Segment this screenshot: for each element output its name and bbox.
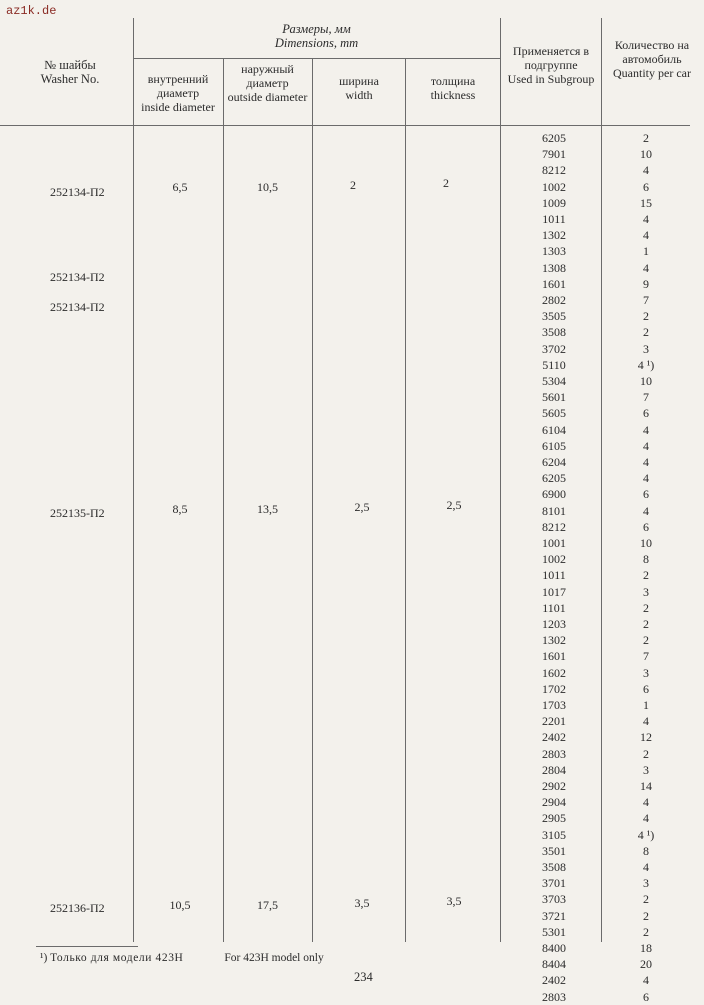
quantity-value: 15 bbox=[640, 195, 652, 210]
thickness: 3,5 bbox=[446, 894, 462, 908]
subgroup-code: 1002 bbox=[542, 179, 566, 194]
quantity-value: 4 bbox=[643, 860, 649, 874]
subgroup-code: 1203 bbox=[542, 617, 566, 631]
subgroup-code: 2905 bbox=[542, 811, 566, 826]
subgroup-code: 5110 bbox=[542, 357, 566, 372]
subgroup-code: 1601 bbox=[542, 649, 566, 664]
subgroup-code: 1001 bbox=[542, 536, 566, 550]
footnote-rule bbox=[36, 946, 138, 947]
width: 2,5 bbox=[354, 500, 370, 514]
quantity-value: 6 bbox=[643, 519, 649, 534]
subgroup-code: 2804 bbox=[542, 762, 566, 777]
subgroup-code: 8404 bbox=[542, 957, 566, 972]
washer-number: 252134-П2 bbox=[50, 185, 105, 199]
outside-diameter: 10,5 bbox=[257, 180, 278, 194]
subgroup-code: 3508 bbox=[542, 325, 566, 340]
subgroup-code: 1601 bbox=[542, 276, 566, 291]
quantity-value: 2 bbox=[643, 617, 649, 631]
quantity-value: 4 bbox=[643, 471, 649, 486]
subgroup-code: 1011 bbox=[542, 212, 566, 226]
subgroup-code: 5605 bbox=[542, 406, 566, 421]
quantity-value: 4 bbox=[643, 212, 649, 226]
footnote-ru: Только для модели 423Н bbox=[50, 952, 184, 964]
subgroup-code: 1702 bbox=[542, 681, 566, 696]
quantity-value: 7 bbox=[643, 649, 649, 664]
quantity-value: 4 bbox=[643, 455, 649, 469]
subgroup-code: 1002 bbox=[542, 552, 566, 567]
width: 2 bbox=[350, 178, 356, 192]
quantity-value: 7 bbox=[643, 293, 649, 307]
subgroup-code: 5304 bbox=[542, 374, 566, 388]
subgroup-code: 6105 bbox=[542, 438, 566, 453]
subgroup-code: 1308 bbox=[542, 260, 566, 275]
subgroup-code: 1011 bbox=[542, 568, 566, 583]
quantity-value: 2 bbox=[643, 309, 649, 324]
quantity-value: 4 ¹) bbox=[637, 357, 655, 372]
quantity-value: 2 bbox=[643, 600, 649, 615]
quantity-value: 4 bbox=[643, 503, 649, 518]
quantity-value: 9 bbox=[643, 276, 649, 291]
subgroup-code: 1009 bbox=[542, 195, 566, 210]
quantity-value: 4 bbox=[643, 438, 649, 453]
subgroup-code: 6104 bbox=[542, 422, 566, 437]
quantity-value: 2 bbox=[643, 325, 649, 340]
subgroup-code: 6204 bbox=[542, 455, 566, 469]
watermark: az1k.de bbox=[6, 4, 57, 18]
quantity-value: 4 bbox=[643, 260, 649, 275]
subgroup-code: 1303 bbox=[542, 244, 566, 259]
subgroup-code: 1302 bbox=[542, 228, 566, 243]
quantity-value: 8 bbox=[643, 843, 649, 858]
subgroup-code: 8212 bbox=[542, 163, 566, 178]
subgroup-code: 1302 bbox=[542, 633, 566, 648]
width: 3,5 bbox=[354, 896, 370, 910]
header-washer-no: № шайбы Washer No. bbox=[40, 58, 100, 86]
washer-number: 252134-П2 bbox=[50, 300, 105, 314]
page-number: 234 bbox=[354, 970, 373, 984]
outside-diameter: 17,5 bbox=[257, 898, 278, 912]
subgroup-code: 1602 bbox=[542, 665, 566, 680]
divider bbox=[133, 58, 500, 59]
inside-diameter: 10,5 bbox=[169, 898, 191, 912]
quantity-value: 2 bbox=[643, 924, 649, 939]
footnote-marker: ¹) bbox=[40, 952, 48, 964]
outside-diameter: 13,5 bbox=[257, 502, 278, 516]
divider bbox=[223, 58, 224, 942]
quantity-value: 4 bbox=[643, 228, 649, 243]
header-width: ширина width bbox=[339, 74, 379, 102]
quantity-value: 3 bbox=[643, 665, 649, 680]
subgroup-code: 8400 bbox=[542, 941, 566, 955]
subgroup-code: 3721 bbox=[542, 908, 566, 923]
subgroup-code: 2904 bbox=[542, 795, 566, 810]
subgroup-code: 3508 bbox=[542, 860, 566, 874]
inside-diameter: 6,5 bbox=[172, 180, 188, 194]
quantity-value: 2 bbox=[643, 568, 649, 583]
quantity-value: 4 bbox=[643, 163, 649, 178]
divider bbox=[500, 18, 501, 942]
quantity-value: 8 bbox=[643, 552, 649, 567]
quantity-value: 12 bbox=[640, 730, 652, 745]
divider bbox=[0, 125, 690, 126]
footnote bbox=[40, 952, 324, 964]
quantity-value: 20 bbox=[640, 957, 652, 972]
subgroup-code: 5301 bbox=[542, 924, 566, 939]
subgroup-code: 8101 bbox=[542, 503, 566, 518]
subgroup-code: 6205 bbox=[542, 471, 566, 486]
quantity-value: 4 bbox=[643, 795, 649, 810]
quantity-value: 4 ¹) bbox=[637, 827, 655, 842]
subgroup-code: 1101 bbox=[542, 600, 566, 615]
subgroup-code: 2402 bbox=[542, 730, 566, 745]
quantity-value: 6 bbox=[643, 681, 649, 696]
washer-number: 252136-П2 bbox=[50, 901, 105, 915]
quantity-value: 4 bbox=[643, 973, 649, 988]
quantity-value: 6 bbox=[643, 179, 649, 194]
quantity-value: 4 bbox=[643, 422, 649, 437]
quantity-value: 14 bbox=[640, 779, 652, 793]
subgroup-code: 2802 bbox=[542, 293, 566, 307]
subgroup-code: 1017 bbox=[542, 584, 566, 599]
quantity-value: 2 bbox=[643, 908, 649, 923]
quantity-value: 4 bbox=[643, 811, 649, 826]
quantity-value: 2 bbox=[643, 633, 649, 648]
quantity-value: 2 bbox=[643, 131, 649, 145]
quantity-value: 18 bbox=[640, 941, 652, 955]
subgroup-code: 6205 bbox=[542, 131, 566, 145]
quantity-value: 3 bbox=[643, 341, 649, 356]
subgroup-code: 3703 bbox=[542, 892, 566, 907]
header-inside-diameter: внутренний диаметр inside diameter bbox=[141, 72, 215, 114]
quantity-value: 1 bbox=[643, 698, 649, 712]
subgroup-code: 1703 bbox=[542, 698, 566, 712]
washer-number: 252134-П2 bbox=[50, 270, 105, 284]
header-outside-diameter: наружный диаметр outside diameter bbox=[227, 62, 308, 104]
quantity-value: 3 bbox=[643, 584, 649, 599]
subgroup-code: 3701 bbox=[542, 876, 566, 891]
quantity-value: 2 bbox=[643, 746, 649, 761]
header-dimensions: Размеры, мм Dimensions, mm bbox=[274, 22, 359, 50]
subgroup-code: 5601 bbox=[542, 390, 566, 405]
quantity-value: 10 bbox=[640, 147, 652, 162]
quantity-value: 6 bbox=[643, 487, 649, 502]
quantity-value: 10 bbox=[640, 536, 652, 550]
header-subgroup: Применяется в подгруппе Used in Subgroup bbox=[507, 44, 595, 86]
subgroup-code: 3505 bbox=[542, 309, 566, 324]
quantity-value: 10 bbox=[640, 374, 652, 388]
subgroup-code: 3501 bbox=[542, 843, 566, 858]
thickness: 2,5 bbox=[446, 498, 462, 512]
divider bbox=[133, 18, 134, 942]
quantity-value: 2 bbox=[643, 892, 649, 907]
subgroup-code: 2803 bbox=[542, 746, 566, 761]
quantity-value: 7 bbox=[643, 390, 649, 405]
subgroup-code: 3105 bbox=[542, 827, 566, 842]
thickness: 2 bbox=[443, 176, 449, 190]
subgroup-code: 2803 bbox=[542, 989, 566, 1004]
subgroup-code: 6900 bbox=[542, 487, 566, 502]
subgroup-code: 2402 bbox=[542, 973, 566, 988]
quantity-value: 6 bbox=[643, 989, 649, 1004]
subgroup-code: 7901 bbox=[542, 147, 566, 162]
divider bbox=[601, 18, 602, 942]
quantity-value: 3 bbox=[643, 762, 649, 777]
quantity-value: 3 bbox=[643, 876, 649, 891]
quantity-value: 1 bbox=[643, 244, 649, 259]
quantity-value: 4 bbox=[643, 714, 649, 729]
header-thickness: толщина thickness bbox=[430, 74, 476, 102]
subgroup-code: 2902 bbox=[542, 779, 566, 793]
header-quantity: Количество на автомобиль Quantity per car bbox=[613, 38, 691, 80]
quantity-value: 6 bbox=[643, 406, 649, 421]
subgroup-code: 8212 bbox=[542, 519, 566, 534]
subgroup-code: 3702 bbox=[542, 341, 566, 356]
footnote-en: For 423Н model only bbox=[224, 952, 324, 964]
subgroup-code: 2201 bbox=[542, 714, 566, 729]
washer-number: 252135-П2 bbox=[50, 506, 105, 520]
inside-diameter: 8,5 bbox=[172, 502, 188, 516]
